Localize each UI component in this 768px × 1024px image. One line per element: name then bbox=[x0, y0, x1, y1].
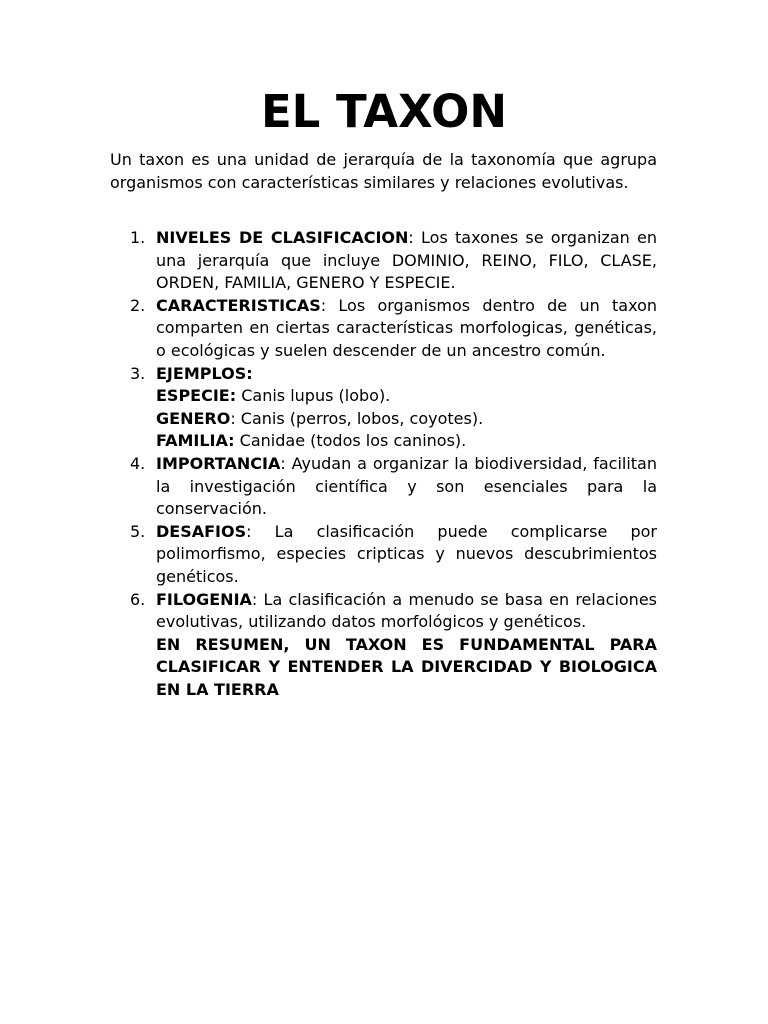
example-familia bbox=[156, 430, 657, 453]
list-number: 6. bbox=[130, 589, 146, 609]
item-text: : La clasificación a menudo se basa en relaciones evolutivas, utilizando datos morfológicos y genéticos. bbox=[156, 589, 657, 632]
example-label: FAMILIA: bbox=[156, 431, 235, 451]
example-label: ESPECIE: bbox=[156, 386, 237, 406]
item-text: : La clasificación puede complicarse por polimorfismo, especies cripticas y nuevos descubrimientos genéticos. bbox=[156, 521, 657, 586]
list-number: 1. bbox=[130, 228, 146, 247]
list-item-desafios bbox=[110, 521, 657, 589]
example-text: : Canis (perros, lobos, coyotes). bbox=[230, 408, 484, 428]
list-item-importancia bbox=[110, 453, 657, 521]
example-text: Canis lupus (lobo). bbox=[236, 386, 391, 406]
item-heading: FILOGENIA bbox=[156, 589, 252, 609]
item-heading: IMPORTANCIA bbox=[156, 453, 281, 473]
list-item-caracteristicas bbox=[110, 295, 657, 363]
item-text: : Ayudan a organizar la biodiversidad, facilitan la investigación científica y son esenciales para la conservación. bbox=[156, 453, 657, 519]
summary-statement: EN RESUMEN, UN TAXON ES FUNDAMENTAL PARA CLASIFICAR Y ENTENDER LA DIVERCIDAD Y BIOLOGICA EN LA TIERRA bbox=[156, 634, 657, 699]
example-text: Canidae (todos los caninos). bbox=[234, 431, 467, 451]
item-text: : Los organismos dentro de un taxon comparten en ciertas características morfologicas, genéticas, o ecológicas y suelen descender de un ancestro común. bbox=[156, 295, 657, 360]
example-genero bbox=[156, 408, 657, 431]
list-number: 3. bbox=[130, 363, 146, 383]
list-item-filogenia bbox=[110, 589, 657, 702]
list-number: 2. bbox=[130, 295, 146, 315]
example-especie bbox=[156, 385, 657, 408]
intro-paragraph: Un taxon es una unidad de jerarquía de la taxonomía que agrupa organismos con características similares y relaciones evolutivas. bbox=[110, 150, 657, 192]
numbered-list bbox=[110, 227, 657, 701]
item-heading: NIVELES DE CLASIFICACION bbox=[156, 228, 409, 247]
list-number: 5. bbox=[130, 521, 146, 541]
item-heading: EJEMPLOS: bbox=[156, 363, 253, 383]
item-heading: DESAFIOS bbox=[156, 521, 247, 541]
list-item-niveles bbox=[110, 227, 657, 295]
list-number: 4. bbox=[130, 453, 146, 473]
item-text: : Los taxones se organizan en una jerarquía que incluye DOMINIO, REINO, FILO, CLASE, ORDEN, FAMILIA, GENERO Y ESPECIE. bbox=[156, 228, 657, 293]
example-label: GENERO bbox=[156, 408, 231, 428]
document-title: EL TAXON bbox=[260, 85, 508, 138]
list-item-ejemplos bbox=[110, 363, 657, 453]
item-heading: CARACTERISTICAS bbox=[156, 295, 321, 315]
